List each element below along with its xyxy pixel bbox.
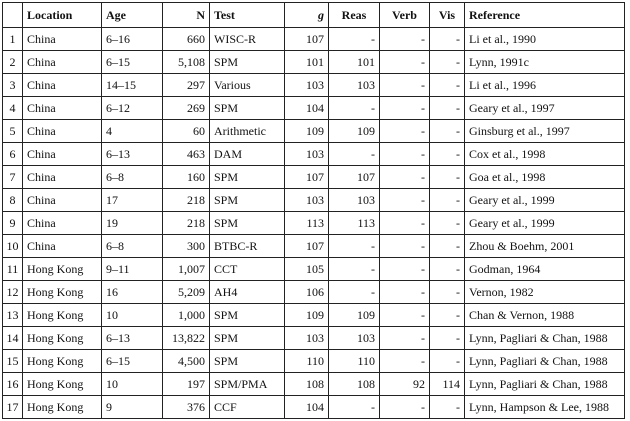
table-row [3, 350, 625, 373]
cell-age: 6–13 [102, 143, 163, 166]
cell-reference: Vernon, 1982 [465, 281, 625, 304]
cell-verb: - [380, 189, 430, 212]
cell-location: China [23, 120, 102, 143]
cell-n: 4,500 [163, 350, 210, 373]
cell-g: 103 [285, 74, 329, 97]
table-row [3, 74, 625, 97]
cell-test: SPM [210, 189, 285, 212]
cell-test: CCF [210, 396, 285, 419]
cell-reference: Lynn, Pagliari & Chan, 1988 [465, 350, 625, 373]
cell-reas: 109 [329, 304, 380, 327]
cell-verb: 92 [380, 373, 430, 396]
cell-n: 297 [163, 74, 210, 97]
cell-test: BTBC-R [210, 235, 285, 258]
cell-reference: Lynn, Pagliari & Chan, 1988 [465, 373, 625, 396]
cell-age: 6–13 [102, 327, 163, 350]
cell-num: 14 [3, 327, 23, 350]
cell-verb: - [380, 281, 430, 304]
cell-vis: - [430, 327, 465, 350]
cell-vis: - [430, 304, 465, 327]
cell-reas: - [329, 235, 380, 258]
cell-num: 1 [3, 28, 23, 51]
cell-reference: Godman, 1964 [465, 258, 625, 281]
cell-n: 218 [163, 189, 210, 212]
cell-location: China [23, 74, 102, 97]
cell-age: 19 [102, 212, 163, 235]
table-row [3, 51, 625, 74]
cell-g: 113 [285, 212, 329, 235]
cell-num: 15 [3, 350, 23, 373]
cell-g: 107 [285, 28, 329, 51]
cell-reference: Goa et al., 1998 [465, 166, 625, 189]
cell-test: SPM [210, 97, 285, 120]
cell-n: 463 [163, 143, 210, 166]
cell-reas: 109 [329, 120, 380, 143]
cell-g: 105 [285, 258, 329, 281]
cell-reference: Lynn, 1991c [465, 51, 625, 74]
cell-reas: - [329, 258, 380, 281]
cell-g: 109 [285, 120, 329, 143]
cell-g: 108 [285, 373, 329, 396]
cell-num: 2 [3, 51, 23, 74]
table-row [3, 396, 625, 419]
table-row [3, 304, 625, 327]
cell-location: Hong Kong [23, 396, 102, 419]
iq-studies-table [2, 2, 625, 419]
table-body [3, 28, 625, 419]
cell-reas: 113 [329, 212, 380, 235]
cell-location: China [23, 212, 102, 235]
table-row [3, 97, 625, 120]
cell-g: 103 [285, 189, 329, 212]
table-row [3, 281, 625, 304]
cell-age: 6–8 [102, 235, 163, 258]
cell-age: 6–15 [102, 350, 163, 373]
cell-g: 103 [285, 327, 329, 350]
cell-n: 269 [163, 97, 210, 120]
cell-num: 8 [3, 189, 23, 212]
cell-age: 6–15 [102, 51, 163, 74]
cell-num: 3 [3, 74, 23, 97]
cell-reference: Zhou & Boehm, 2001 [465, 235, 625, 258]
cell-vis: 114 [430, 373, 465, 396]
cell-num: 12 [3, 281, 23, 304]
cell-reas: 103 [329, 74, 380, 97]
header-n: N [163, 3, 210, 28]
table-row [3, 189, 625, 212]
cell-vis: - [430, 97, 465, 120]
header-location: Location [23, 3, 102, 28]
cell-location: China [23, 51, 102, 74]
cell-test: SPM [210, 327, 285, 350]
cell-vis: - [430, 189, 465, 212]
cell-verb: - [380, 327, 430, 350]
cell-g: 103 [285, 143, 329, 166]
cell-location: China [23, 189, 102, 212]
table-row [3, 143, 625, 166]
cell-n: 5,209 [163, 281, 210, 304]
cell-test: SPM/PMA [210, 373, 285, 396]
cell-reas: - [329, 143, 380, 166]
cell-vis: - [430, 281, 465, 304]
cell-verb: - [380, 74, 430, 97]
cell-location: China [23, 97, 102, 120]
cell-verb: - [380, 97, 430, 120]
header-g: g [285, 3, 329, 28]
header-test: Test [210, 3, 285, 28]
cell-vis: - [430, 74, 465, 97]
cell-location: China [23, 143, 102, 166]
cell-age: 10 [102, 373, 163, 396]
cell-g: 109 [285, 304, 329, 327]
cell-reas: - [329, 97, 380, 120]
cell-reference: Geary et al., 1999 [465, 212, 625, 235]
cell-num: 5 [3, 120, 23, 143]
table-row [3, 327, 625, 350]
cell-verb: - [380, 28, 430, 51]
cell-reas: 108 [329, 373, 380, 396]
header-verb: Verb [380, 3, 430, 28]
cell-location: Hong Kong [23, 281, 102, 304]
cell-age: 16 [102, 281, 163, 304]
table-row [3, 373, 625, 396]
table-row [3, 212, 625, 235]
cell-n: 1,000 [163, 304, 210, 327]
table-row [3, 235, 625, 258]
cell-location: China [23, 235, 102, 258]
cell-g: 107 [285, 235, 329, 258]
cell-reas: 101 [329, 51, 380, 74]
cell-num: 10 [3, 235, 23, 258]
cell-vis: - [430, 350, 465, 373]
header-age: Age [102, 3, 163, 28]
cell-verb: - [380, 258, 430, 281]
cell-n: 1,007 [163, 258, 210, 281]
cell-age: 4 [102, 120, 163, 143]
cell-verb: - [380, 235, 430, 258]
cell-test: WISC-R [210, 28, 285, 51]
cell-reas: - [329, 396, 380, 419]
cell-g: 104 [285, 97, 329, 120]
table-row [3, 166, 625, 189]
cell-reference: Lynn, Hampson & Lee, 1988 [465, 396, 625, 419]
cell-num: 17 [3, 396, 23, 419]
cell-g: 110 [285, 350, 329, 373]
table-row [3, 120, 625, 143]
header-row [3, 3, 625, 28]
cell-reas: - [329, 28, 380, 51]
header-vis: Vis [430, 3, 465, 28]
cell-reas: 103 [329, 189, 380, 212]
cell-reas: 107 [329, 166, 380, 189]
header-num [3, 3, 23, 28]
cell-location: Hong Kong [23, 258, 102, 281]
table-row [3, 28, 625, 51]
cell-verb: - [380, 51, 430, 74]
cell-vis: - [430, 212, 465, 235]
cell-reference: Chan & Vernon, 1988 [465, 304, 625, 327]
cell-reference: Lynn, Pagliari & Chan, 1988 [465, 327, 625, 350]
cell-reference: Li et al., 1996 [465, 74, 625, 97]
cell-num: 6 [3, 143, 23, 166]
cell-verb: - [380, 212, 430, 235]
cell-reas: - [329, 281, 380, 304]
cell-location: Hong Kong [23, 373, 102, 396]
table-row [3, 258, 625, 281]
cell-age: 9 [102, 396, 163, 419]
cell-location: Hong Kong [23, 350, 102, 373]
cell-n: 60 [163, 120, 210, 143]
cell-test: SPM [210, 304, 285, 327]
cell-n: 218 [163, 212, 210, 235]
cell-n: 160 [163, 166, 210, 189]
cell-vis: - [430, 396, 465, 419]
cell-num: 7 [3, 166, 23, 189]
cell-n: 13,822 [163, 327, 210, 350]
cell-location: Hong Kong [23, 304, 102, 327]
cell-reference: Cox et al., 1998 [465, 143, 625, 166]
cell-age: 9–11 [102, 258, 163, 281]
cell-location: China [23, 28, 102, 51]
header-reference: Reference [465, 3, 625, 28]
cell-verb: - [380, 120, 430, 143]
cell-age: 14–15 [102, 74, 163, 97]
cell-vis: - [430, 143, 465, 166]
cell-num: 4 [3, 97, 23, 120]
cell-age: 6–16 [102, 28, 163, 51]
cell-location: Hong Kong [23, 327, 102, 350]
cell-verb: - [380, 396, 430, 419]
cell-g: 104 [285, 396, 329, 419]
cell-age: 10 [102, 304, 163, 327]
cell-n: 197 [163, 373, 210, 396]
cell-reference: Ginsburg et al., 1997 [465, 120, 625, 143]
cell-num: 13 [3, 304, 23, 327]
cell-verb: - [380, 166, 430, 189]
cell-verb: - [380, 350, 430, 373]
cell-n: 5,108 [163, 51, 210, 74]
header-reas: Reas [329, 3, 380, 28]
cell-reference: Geary et al., 1999 [465, 189, 625, 212]
cell-verb: - [380, 304, 430, 327]
cell-g: 106 [285, 281, 329, 304]
cell-age: 6–8 [102, 166, 163, 189]
cell-test: SPM [210, 350, 285, 373]
cell-reas: 110 [329, 350, 380, 373]
cell-num: 16 [3, 373, 23, 396]
cell-vis: - [430, 120, 465, 143]
cell-vis: - [430, 235, 465, 258]
cell-test: CCT [210, 258, 285, 281]
cell-test: DAM [210, 143, 285, 166]
cell-test: SPM [210, 51, 285, 74]
cell-verb: - [380, 143, 430, 166]
cell-age: 6–12 [102, 97, 163, 120]
cell-num: 9 [3, 212, 23, 235]
cell-test: Various [210, 74, 285, 97]
cell-vis: - [430, 258, 465, 281]
cell-age: 17 [102, 189, 163, 212]
cell-g: 107 [285, 166, 329, 189]
cell-g: 101 [285, 51, 329, 74]
cell-test: Arithmetic [210, 120, 285, 143]
cell-n: 300 [163, 235, 210, 258]
cell-vis: - [430, 28, 465, 51]
cell-vis: - [430, 51, 465, 74]
cell-reference: Geary et al., 1997 [465, 97, 625, 120]
cell-num: 11 [3, 258, 23, 281]
cell-test: SPM [210, 166, 285, 189]
cell-reas: 103 [329, 327, 380, 350]
cell-vis: - [430, 166, 465, 189]
cell-location: China [23, 166, 102, 189]
cell-n: 660 [163, 28, 210, 51]
cell-reference: Li et al., 1990 [465, 28, 625, 51]
cell-test: SPM [210, 212, 285, 235]
cell-n: 376 [163, 396, 210, 419]
cell-test: AH4 [210, 281, 285, 304]
